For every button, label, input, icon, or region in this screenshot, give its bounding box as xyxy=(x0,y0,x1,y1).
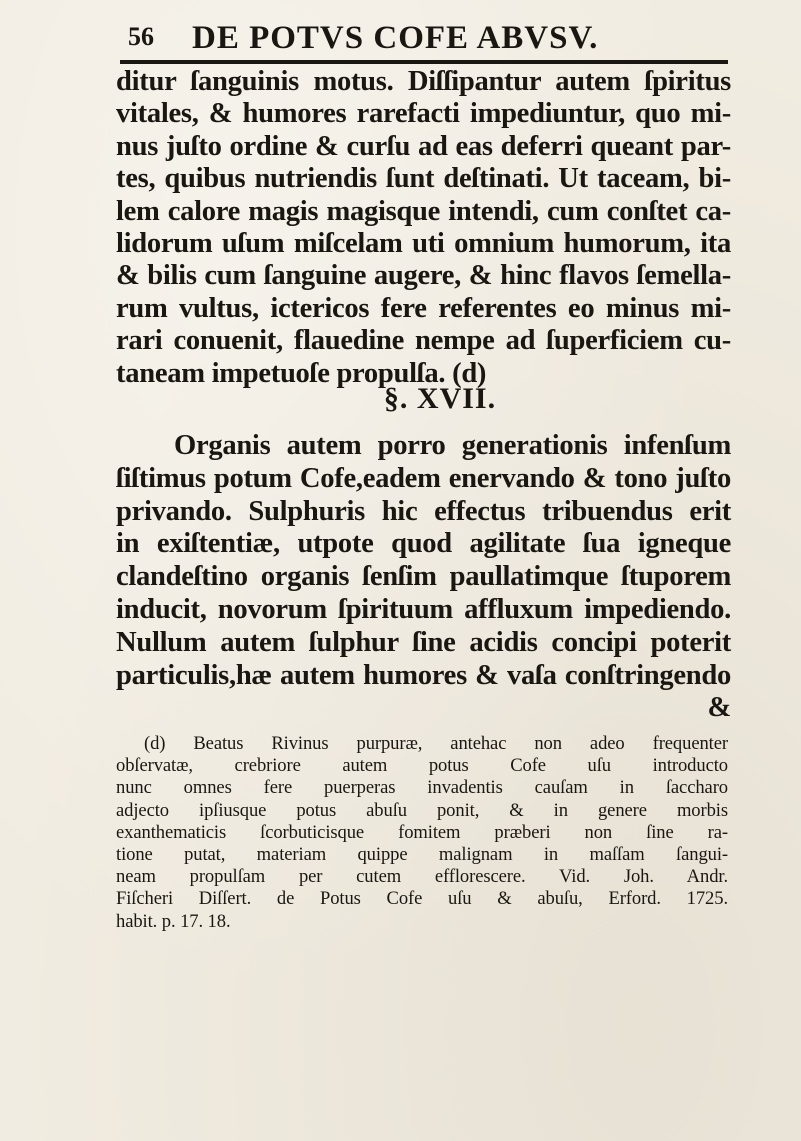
footnote-line: (d) Beatus Rivinus purpuræ, antehac non adeo frequenter xyxy=(144,733,728,754)
footnote xyxy=(116,733,728,933)
paragraph-1 xyxy=(116,66,731,390)
text-line: lidorum uſum miſcelam uti omnium humorum, ita xyxy=(116,228,731,260)
section-heading: §. XVII. xyxy=(383,382,497,415)
text-line: Nullum autem ſulphur ſine acidis concipi poterit xyxy=(116,626,731,658)
text-line: & bilis cum ſanguine augere, & hinc flavos ſemella- xyxy=(116,260,731,292)
text-line: ditur ſanguinis motus. Diſſipantur autem ſpiritus xyxy=(116,66,731,97)
text-line: tes, quibus nutriendis ſunt deſtinati. Ut taceam, bi- xyxy=(116,163,731,195)
text-line: inducit, novorum ſpirituum affluxum impediendo. xyxy=(116,593,731,625)
footnote-line: tione putat, materiam quippe malignam in maſſam ſangui- xyxy=(116,844,728,866)
text-line: rum vultus, ictericos fere referentes eo minus mi- xyxy=(116,292,731,324)
text-line: taneam impetuoſe propulſa. (d) xyxy=(116,357,487,389)
text-line: clandeſtino organis ſenſim paullatimque ſtuporem xyxy=(116,561,731,593)
catchword: & xyxy=(707,692,731,724)
footnote-line: neam propulſam per cutem efflorescere. Vid. Joh. Andr. xyxy=(116,866,728,888)
footnote-line: habit. p. 17. 18. xyxy=(116,910,231,932)
header-rule xyxy=(120,60,728,64)
footnote-line: Fiſcheri Diſſert. de Potus Cofe uſu & abuſu, Erford. 1725. xyxy=(116,888,728,910)
page-number: 56 xyxy=(128,22,154,51)
footnote-line: adjecto ipſiusque potus abuſu ponit, & in genere morbis xyxy=(116,799,728,821)
footnote-line: exanthematicis ſcorbuticisque fomitem præberi non ſine ra- xyxy=(116,821,728,843)
text-line: Organis autem porro generationis infenſum xyxy=(174,430,731,461)
text-line: nus juſto ordine & curſu ad eas deferri queant par- xyxy=(116,130,731,162)
text-line: vitales, & humores rarefacti impediuntur, quo mi- xyxy=(116,98,731,130)
text-line: rari conuenit, flauedine nempe ad ſuperficiem cu- xyxy=(116,325,731,357)
text-line: in exiſtentiæ, utpote quod agilitate ſua igneque xyxy=(116,528,731,560)
footnote-line: nunc omnes fere puerperas invadentis cauſam in ſaccharo xyxy=(116,777,728,799)
paragraph-2 xyxy=(116,430,731,725)
footnote-line: obſervatæ, crebriore autem potus Cofe uſu introducto xyxy=(116,755,728,777)
text-line: particulis,hæ autem humores & vaſa conſtringendo xyxy=(116,659,731,691)
text-line: lem calore magis magisque intendi, cum conſtet ca- xyxy=(116,195,731,227)
text-line: privando. Sulphuris hic effectus tribuendus erit xyxy=(116,495,731,527)
text-line: ſiſtimus potum Cofe,eadem enervando & tono juſto xyxy=(116,462,731,494)
running-title: DE POTVS COFE ABVSV. xyxy=(192,20,599,56)
running-head xyxy=(128,20,728,60)
